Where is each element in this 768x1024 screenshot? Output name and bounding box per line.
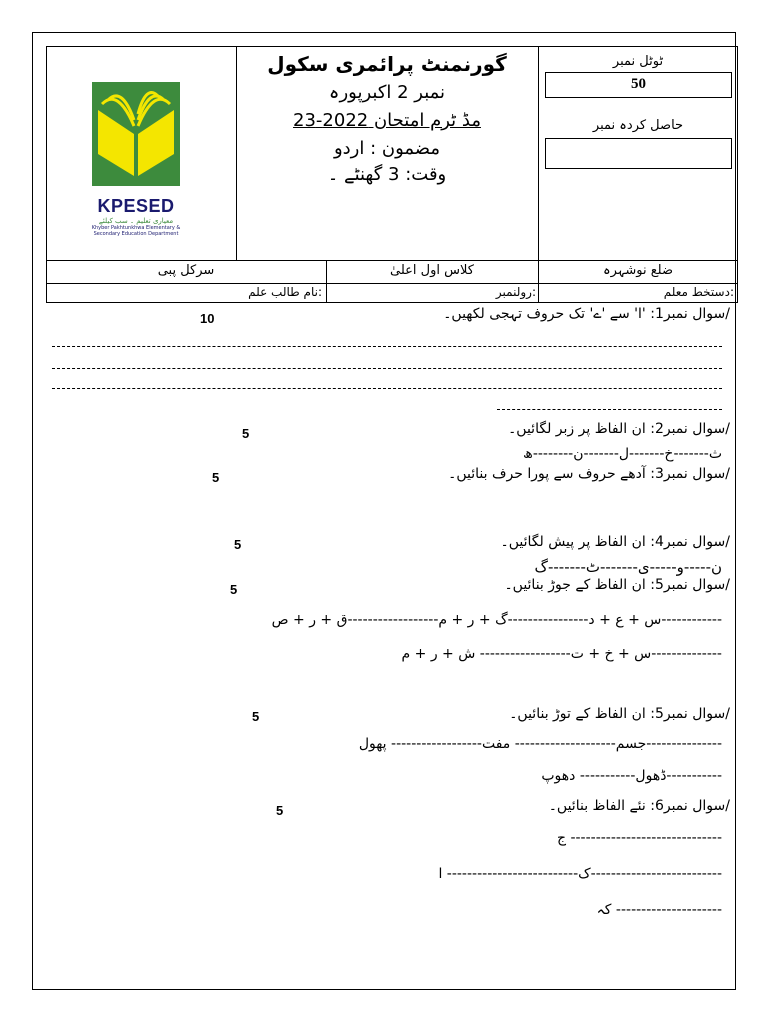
question-3: /سوال نمبر3: آدھے حروف سے پورا حرف بنائیں۔ <box>448 466 730 482</box>
header-divider-2 <box>538 46 539 302</box>
header-left-border <box>46 46 47 302</box>
question-4-words: ن-----و-----ی-------ٹ-------گ <box>534 558 722 576</box>
question-7-line-1: ------------------------------ ج <box>556 830 722 846</box>
header-right-border <box>737 46 738 302</box>
total-marks-value: 50 <box>631 76 646 92</box>
school-name: گورنمنٹ پرائمری سکول <box>267 52 507 76</box>
total-marks-label: ٹوٹل نمبر <box>612 54 664 69</box>
question-5-line-1: ------------س + ع + د----------------گ + ر + م------------------ق + ر + ص <box>271 612 722 628</box>
answer-line <box>52 368 722 369</box>
info-row-divider <box>326 260 327 302</box>
school-number: نمبر 2 اکبرپورہ <box>328 82 446 103</box>
header-top-border <box>46 46 738 47</box>
question-1-marks: 10 <box>200 311 215 326</box>
header-bottom-border <box>46 302 738 303</box>
logo-tagline: معیاری تعلیم ۔ سب کیلئے <box>98 217 174 225</box>
question-7-line-3: --------------------- کہ <box>596 902 722 918</box>
time-allowed: وقت: 3 گھنٹے ۔ <box>327 164 447 185</box>
kpesed-logo <box>88 80 184 237</box>
obtained-marks-label: حاصل کردہ نمبر <box>592 118 684 133</box>
answer-line <box>52 388 722 389</box>
question-6-line-2: -----------ڈھول----------- دھوپ <box>541 768 722 784</box>
question-2: /سوال نمبر2: ان الفاظ پر زبر لگائیں۔ <box>508 421 730 437</box>
question-5-marks: 5 <box>230 582 238 597</box>
question-1: /سوال نمبر1: 'ا' سے 'ے' تک حروف تہجی لکھیں۔ <box>443 306 730 322</box>
exam-title: مڈ ٹرم امتحان 2022-23 <box>293 110 481 131</box>
obtained-marks-box <box>545 138 732 169</box>
question-4-marks: 5 <box>234 537 242 552</box>
header-row-divider-2 <box>46 283 738 284</box>
question-5-line-2: --------------س + خ + ت------------------ ش + ر + م <box>401 646 722 662</box>
subject: مضمون : اردو <box>333 138 441 159</box>
student-name-label: :نام طالب علم <box>248 285 322 299</box>
question-3-marks: 5 <box>212 470 220 485</box>
header-row-divider-1 <box>46 260 738 261</box>
question-4: /سوال نمبر4: ان الفاظ پر پیش لگائیں۔ <box>500 534 730 550</box>
logo-subtitle-2: Secondary Education Department <box>93 231 179 237</box>
book-logo-icon <box>88 80 184 190</box>
logo-subtitle-1: Khyber Pakhtunkhwa Elementary & <box>91 225 181 231</box>
district: ضلع نوشہرہ <box>602 263 674 278</box>
question-2-marks: 5 <box>242 426 250 441</box>
teacher-signature-label: :دستخط معلم <box>663 285 734 299</box>
question-6: /سوال نمبر5: ان الفاظ کے توڑ بنائیں۔ <box>509 706 730 722</box>
answer-line <box>52 346 722 347</box>
class: کلاس اول اعلیٰ <box>390 263 474 278</box>
circle: سرکل پبی <box>157 263 215 278</box>
question-2-words: ث-------خ-------ل-------ن--------ھ <box>523 446 722 462</box>
logo-text: KPESED <box>97 196 175 216</box>
question-7-line-2: --------------------------ک-------------------------- ا <box>438 866 722 882</box>
answer-line <box>497 409 722 410</box>
question-7-marks: 5 <box>276 803 284 818</box>
roll-number-label: :رولنمبر <box>495 285 536 299</box>
question-6-line-1: ---------------جسم-------------------- مفت------------------ پھول <box>358 736 722 752</box>
question-7: /سوال نمبر6: نئے الفاظ بنائیں۔ <box>548 798 730 814</box>
question-5: /سوال نمبر5: ان الفاظ کے جوڑ بنائیں۔ <box>504 577 730 593</box>
header-divider-1 <box>236 46 237 260</box>
question-6-marks: 5 <box>252 709 260 724</box>
